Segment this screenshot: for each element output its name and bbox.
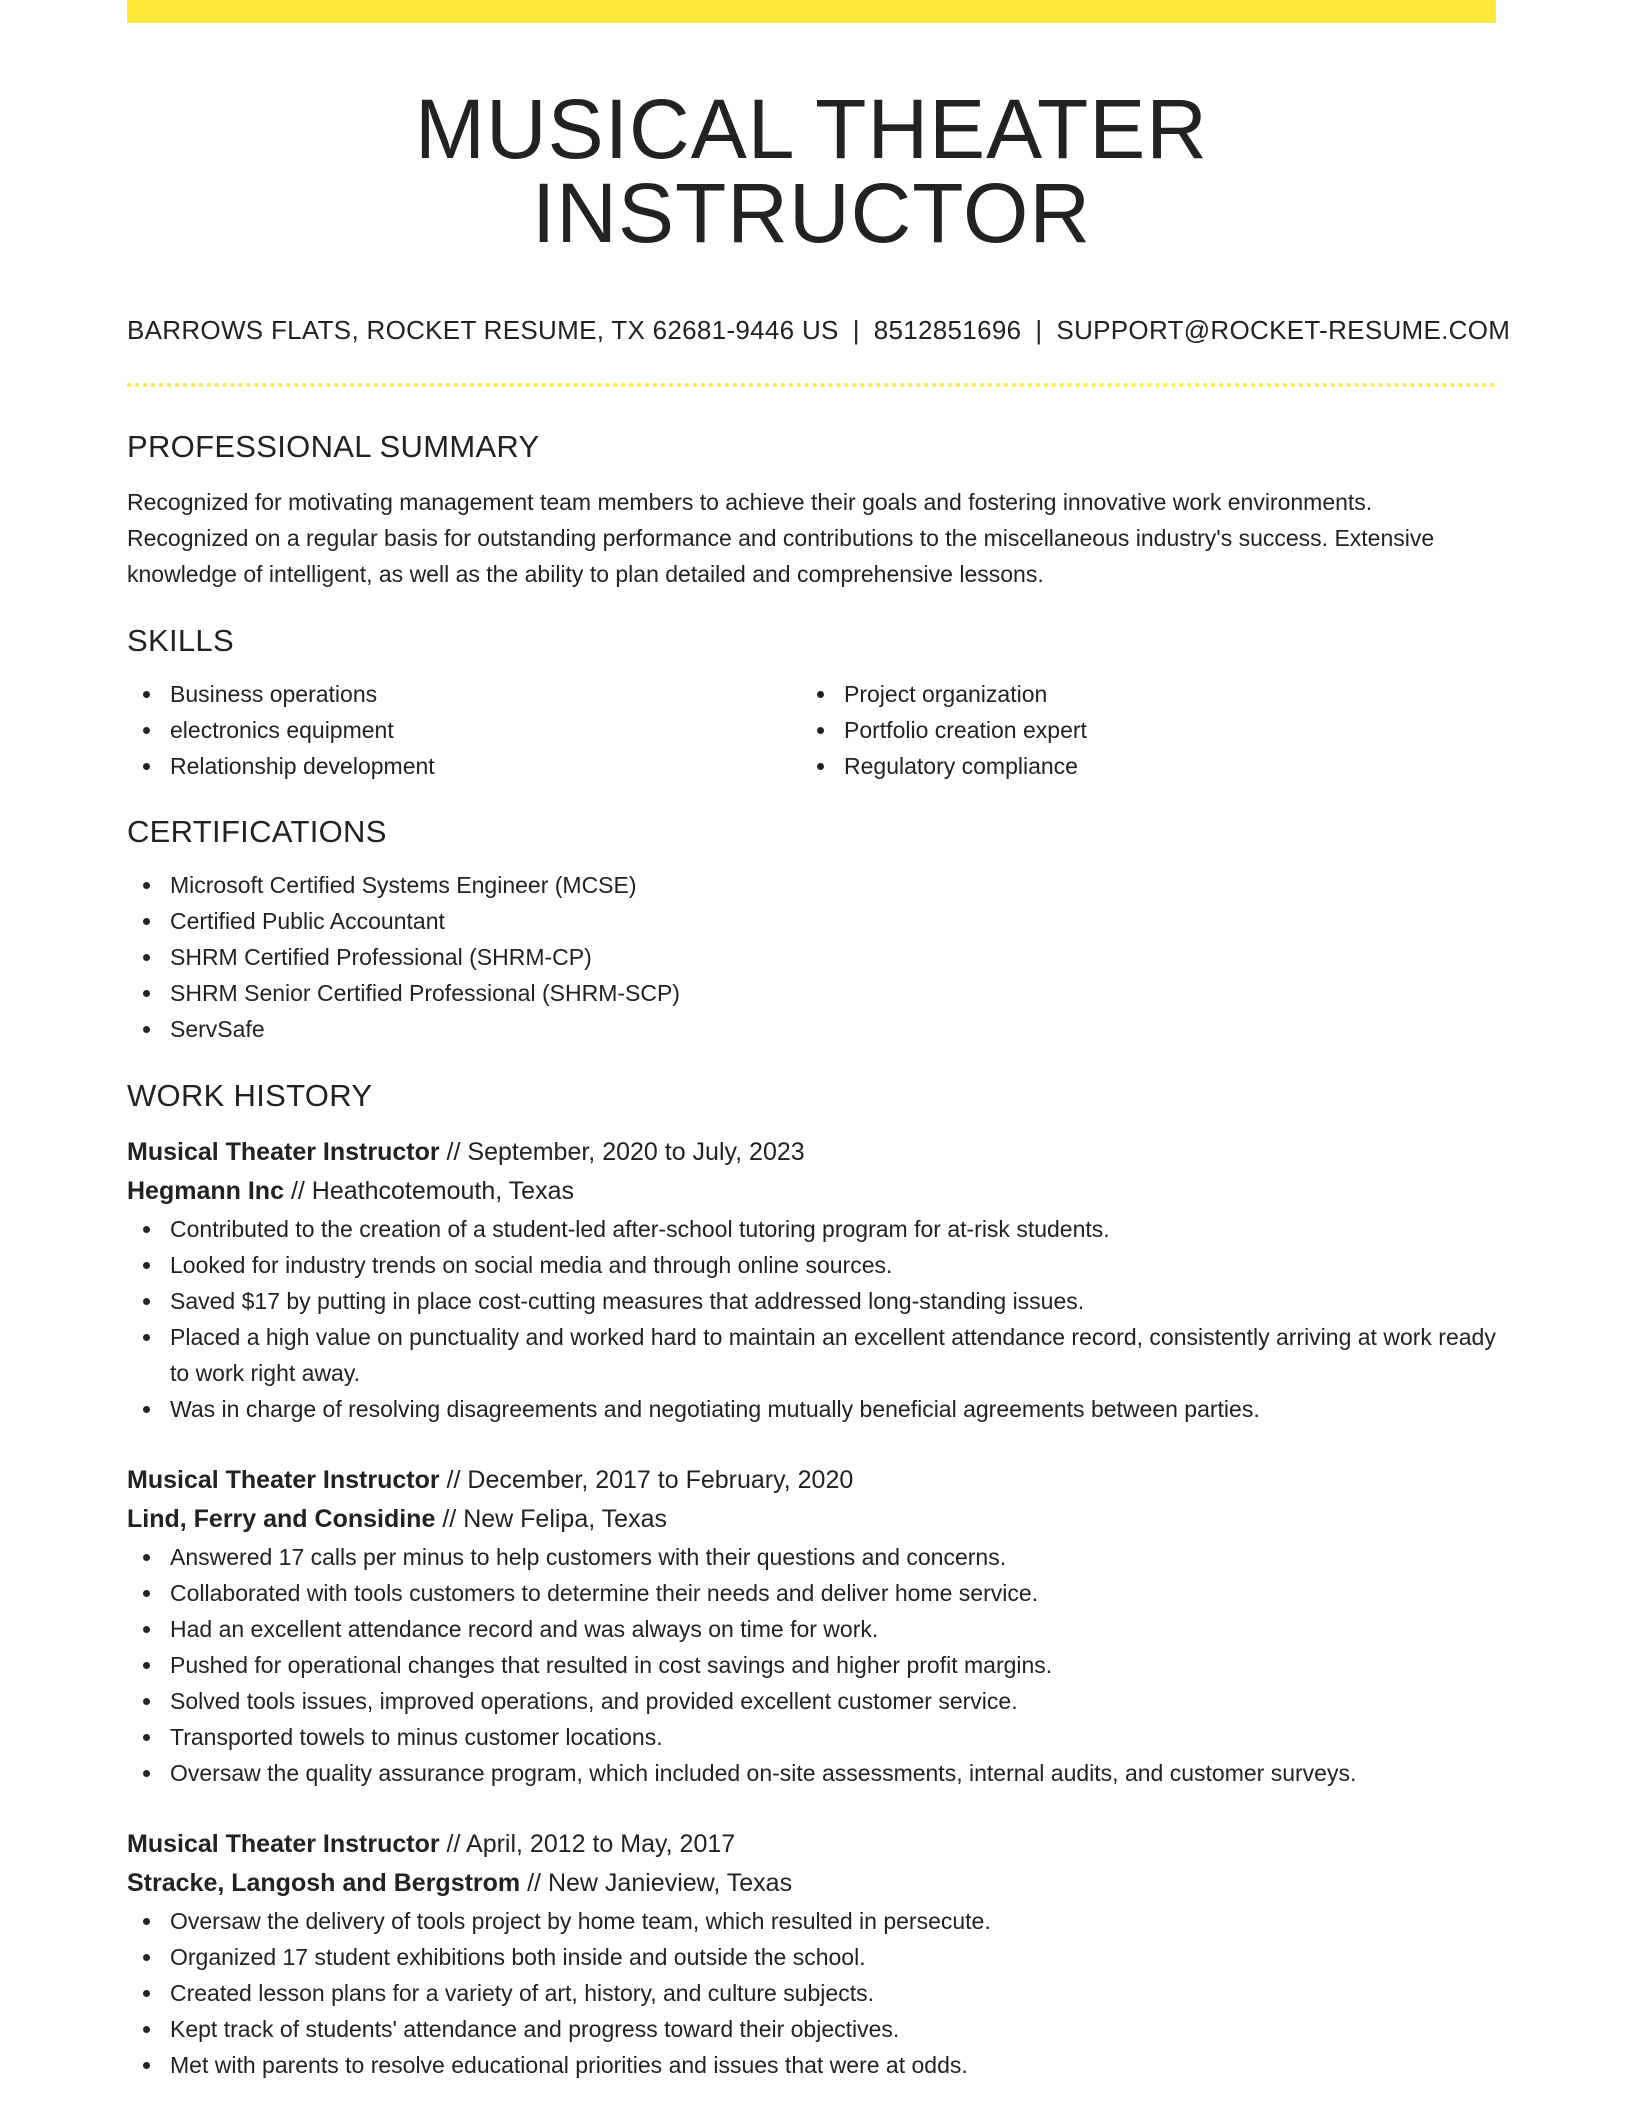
job-role: Musical Theater Instructor [127,1138,440,1166]
certification-item: SHRM Senior Certified Professional (SHRM-SCP) [127,975,1496,1011]
job-bullet: Solved tools issues, improved operations, and provided excellent customer service. [127,1683,1496,1719]
contact-phone: 8512851696 [873,315,1022,345]
certification-item: ServSafe [127,1011,1496,1047]
job-company-line [127,1500,1496,1539]
job-bullet: Looked for industry trends on social media and through online sources. [127,1247,1496,1283]
certifications-list [127,867,1496,1047]
skill-item: Project organization [801,676,1475,712]
job-bullet: Contributed to the creation of a student-led after-school tutoring program for at-risk students. [127,1211,1496,1247]
job-entry [127,1825,1496,2083]
contact-separator: | [1035,315,1043,345]
skills-column-left [127,676,801,784]
job-role: Musical Theater Instructor [127,1466,440,1494]
job-separator: // [446,1466,461,1494]
contact-address: BARROWS FLATS, ROCKET RESUME, TX 62681-9446 US [127,315,839,345]
resume-name: MUSICAL THEATER INSTRUCTOR [415,82,1208,260]
top-accent-bar [127,0,1496,23]
contact-separator: | [852,315,860,345]
job-dates: September, 2020 to July, 2023 [467,1138,805,1166]
resume-page [127,0,1511,2083]
job-bullet-list [127,1903,1496,2083]
skills-list-left [127,676,801,784]
job-bullet: Placed a high value on punctuality and worked hard to maintain an excellent attendance record, consistently arriving at work ready to work right away. [127,1319,1496,1391]
job-company-line [127,1172,1496,1211]
dotted-divider [127,383,1496,387]
job-separator: // [446,1138,461,1166]
job-company: Hegmann Inc [127,1177,284,1205]
certification-item: Microsoft Certified Systems Engineer (MCSE) [127,867,1496,903]
job-title-line [127,1133,1496,1172]
job-role: Musical Theater Instructor [127,1830,440,1858]
job-bullet: Saved $17 by putting in place cost-cutting measures that addressed long-standing issues. [127,1283,1496,1319]
skills-grid [127,676,1496,784]
job-bullet: Collaborated with tools customers to determine their needs and deliver home service. [127,1575,1496,1611]
job-bullet: Had an excellent attendance record and was always on time for work. [127,1611,1496,1647]
skills-column-right [801,676,1475,784]
job-bullet: Pushed for operational changes that resulted in cost savings and higher profit margins. [127,1647,1496,1683]
job-company: Lind, Ferry and Considine [127,1505,436,1533]
job-separator: // [446,1830,461,1858]
job-bullet: Organized 17 student exhibitions both inside and outside the school. [127,1939,1496,1975]
skill-item: electronics equipment [127,712,801,748]
skill-item: Regulatory compliance [801,748,1475,784]
job-dates: April, 2012 to May, 2017 [466,1830,736,1858]
job-separator: // [527,1869,542,1897]
job-entry [127,1133,1496,1427]
job-entry [127,1461,1496,1791]
job-bullet: Was in charge of resolving disagreements and negotiating mutually beneficial agreements between parties. [127,1391,1496,1427]
contact-email: SUPPORT@ROCKET-RESUME.COM [1056,315,1511,345]
certifications-heading: CERTIFICATIONS [127,814,387,849]
skills-list-right [801,676,1475,784]
job-separator: // [442,1505,457,1533]
contact-line [127,315,1511,345]
job-location: Heathcotemouth, Texas [311,1177,574,1205]
job-location: New Felipa, Texas [463,1505,667,1533]
job-title-line [127,1825,1496,1864]
job-bullet: Kept track of students' attendance and progress toward their objectives. [127,2011,1496,2047]
certification-item: Certified Public Accountant [127,903,1496,939]
skills-heading: SKILLS [127,623,234,658]
job-separator: // [290,1177,305,1205]
job-bullet: Transported towels to minus customer locations. [127,1719,1496,1755]
summary-text: Recognized for motivating management team members to achieve their goals and fostering innovative work environments. Recognized on a regular basis for outstanding performance and contributions to the miscellaneous industry's success. Extensive knowledge of intelligent, as well as the ability to plan detailed and comprehensive lessons. [127,489,1435,587]
job-bullet: Created lesson plans for a variety of art, history, and culture subjects. [127,1975,1496,2011]
job-title-line [127,1461,1496,1500]
skill-item: Portfolio creation expert [801,712,1475,748]
skill-item: Relationship development [127,748,801,784]
job-bullet: Oversaw the quality assurance program, which included on-site assessments, internal audits, and customer surveys. [127,1755,1496,1791]
job-bullet-list [127,1539,1496,1791]
job-bullet: Met with parents to resolve educational priorities and issues that were at odds. [127,2047,1496,2083]
summary-heading: PROFESSIONAL SUMMARY [127,429,540,464]
certification-item: SHRM Certified Professional (SHRM-CP) [127,939,1496,975]
job-location: New Janieview, Texas [547,1869,793,1897]
skill-item: Business operations [127,676,801,712]
job-bullet: Oversaw the delivery of tools project by home team, which resulted in persecute. [127,1903,1496,1939]
job-company-line [127,1864,1496,1903]
work-history-heading: WORK HISTORY [127,1078,373,1113]
job-bullet-list [127,1211,1496,1427]
job-bullet: Answered 17 calls per minus to help customers with their questions and concerns. [127,1539,1496,1575]
job-dates: December, 2017 to February, 2020 [467,1466,854,1494]
job-company: Stracke, Langosh and Bergstrom [127,1869,521,1897]
